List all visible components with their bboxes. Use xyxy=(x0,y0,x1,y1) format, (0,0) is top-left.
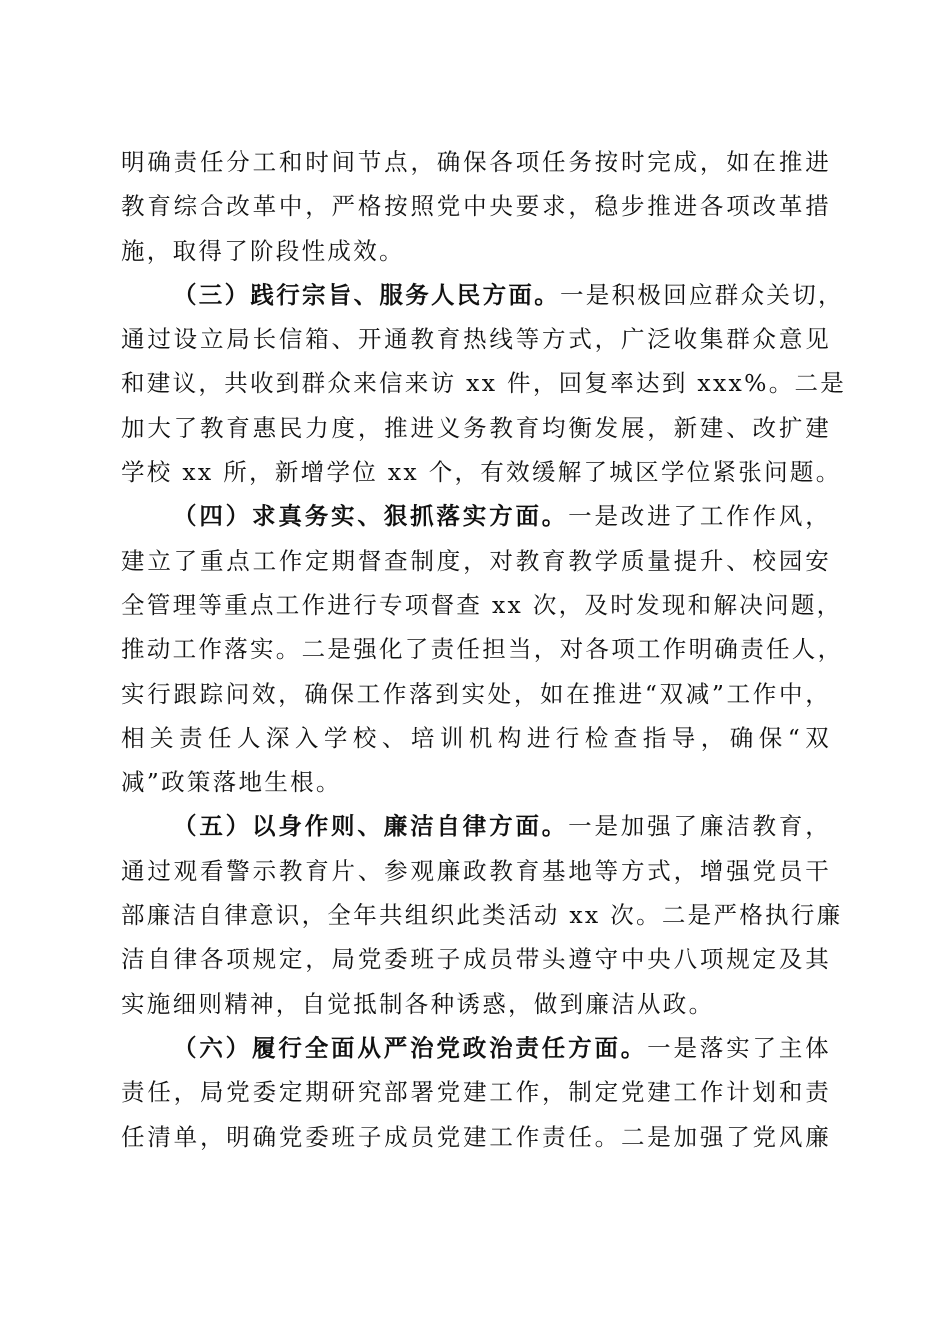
text-line: 通过设立局长信箱、开通教育热线等方式，广泛收集群众意见 xyxy=(121,325,831,354)
text-line: 通过观看警示教育片、参观廉政教育基地等方式，增强党员干 xyxy=(121,856,831,885)
text-line: 部廉洁自律意识，全年共组织此类活动 xx 次。二是严格执行廉 xyxy=(121,901,843,930)
section-heading: （五）以身作则、廉洁自律方面。 xyxy=(173,812,569,841)
paragraph-section-4 xyxy=(121,494,844,804)
text-line: 建立了重点工作定期督查制度，对教育教学质量提升、校园安 xyxy=(121,546,831,575)
section-heading: （四）求真务实、狠抓落实方面。 xyxy=(173,502,569,531)
text-line: 洁自律各项规定，局党委班子成员带头遵守中央八项规定及其 xyxy=(121,945,831,974)
text-run: 一是加强了廉洁教育， xyxy=(568,812,831,841)
text-run: 一是积极回应群众关切， xyxy=(560,280,844,309)
text-line: 实施细则精神，自觉抵制各种诱惑，做到廉洁从政。 xyxy=(121,989,715,1018)
text-line: 推动工作落实。二是强化了责任担当，对各项工作明确责任人， xyxy=(121,635,844,664)
section-heading: （三）践行宗旨、服务人民方面。 xyxy=(173,280,560,309)
text-line: 和建议，共收到群众来信来访 xx 件，回复率达到 xxx%。二是 xyxy=(121,369,847,398)
paragraph-section-5 xyxy=(121,804,843,1025)
text-run: 一是落实了主体 xyxy=(647,1033,831,1062)
text-line: 相关责任人深入学校、培训机构进行检查指导，确保“双 xyxy=(121,723,831,752)
text-line xyxy=(121,494,831,538)
text-line: 明确责任分工和时间节点，确保各项任务按时完成，如在推进 xyxy=(121,148,831,176)
text-line: 全管理等重点工作进行专项督查 xx 次，及时发现和解决问题， xyxy=(121,590,843,619)
paragraph-section-6 xyxy=(121,1026,831,1159)
text-line: 施，取得了阶段性成效。 xyxy=(121,236,405,265)
text-line: 教育综合改革中，严格按照党中央要求，稳步推进各项改革措 xyxy=(121,192,831,221)
section-heading: （六）履行全面从严治党政治责任方面。 xyxy=(173,1033,648,1062)
text-line xyxy=(121,1026,831,1070)
text-line: 加大了教育惠民力度，推进义务教育均衡发展，新建、改扩建 xyxy=(121,413,831,442)
text-line: 学校 xx 所，新增学位 xx 个，有效缓解了城区学位紧张问题。 xyxy=(121,458,842,487)
text-line: 任清单，明确党委班子成员党建工作责任。二是加强了党风廉 xyxy=(121,1122,831,1151)
text-line: 减”政策落地生根。 xyxy=(121,768,342,797)
document-body xyxy=(121,140,847,1159)
text-line: 责任，局党委定期研究部署党建工作，制定党建工作计划和责 xyxy=(121,1078,831,1107)
text-line xyxy=(121,804,831,848)
text-run: 一是改进了工作作风， xyxy=(568,502,831,531)
paragraph-continuation xyxy=(121,140,831,273)
text-line: 实行跟踪问效，确保工作落到实处，如在推进“双减”工作中， xyxy=(121,679,831,708)
text-line xyxy=(121,273,844,317)
paragraph-section-3 xyxy=(121,273,847,494)
